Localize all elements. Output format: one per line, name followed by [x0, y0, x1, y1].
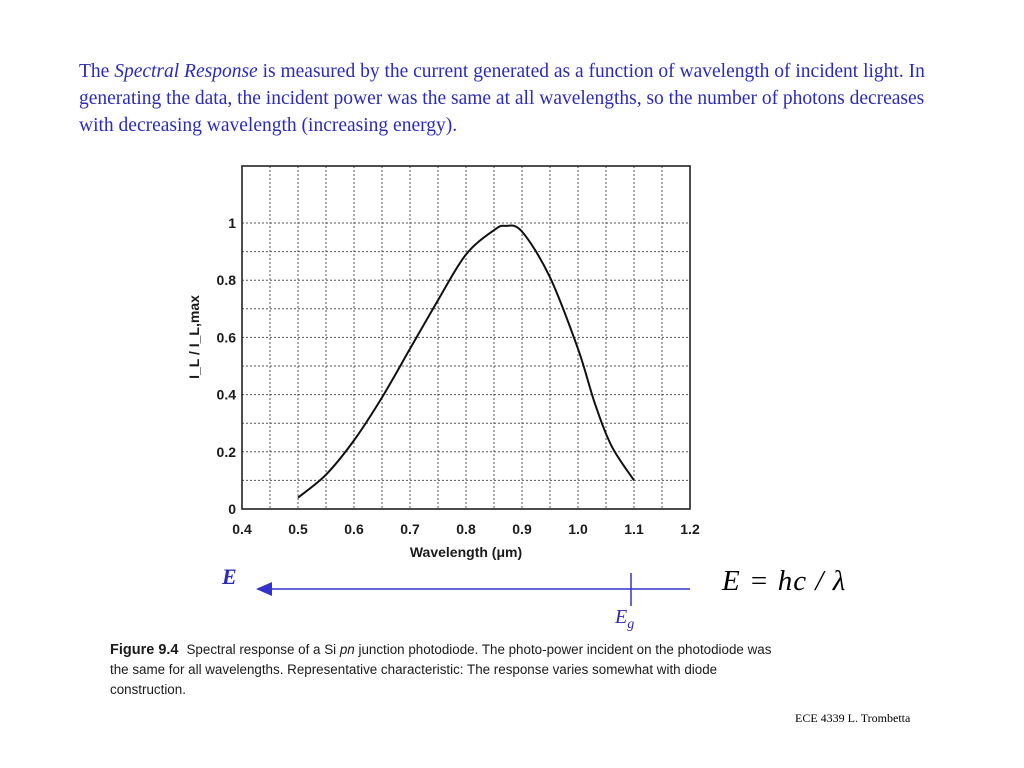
x-tick-label: 0.6	[344, 521, 364, 537]
x-axis-label: Wavelength (μm)	[409, 544, 523, 560]
intro-part1: The	[79, 61, 115, 82]
energy-arrow-head	[256, 582, 272, 596]
figure-caption	[110, 640, 775, 700]
caption-text2: junction photodiode. The photo-power incident on the photodiode was the same for all wavelengths. Representative characteristic: The response varies somewhat with diode construction.	[110, 642, 772, 697]
y-tick-labels	[217, 215, 237, 517]
photon-energy-formula: E = hc / λ	[722, 565, 847, 597]
x-tick-label: 0.9	[512, 521, 532, 537]
energy-axis-label: E	[222, 564, 237, 589]
caption-text1: Spectral response of a Si	[186, 642, 340, 657]
x-tick-label: 0.7	[400, 521, 420, 537]
y-tick-label: 0.8	[216, 272, 236, 289]
y-axis-label: I_L / I_L,max	[186, 295, 202, 379]
band-gap-label	[615, 606, 634, 633]
x-tick-label: 1.0	[568, 521, 588, 537]
y-tick-label: 0.4	[216, 386, 236, 403]
y-tick-label: 0.6	[216, 329, 236, 346]
intro-emphasis: Spectral Response	[114, 61, 258, 82]
footer-credit: ECE 4339 L. Trombetta	[795, 711, 911, 725]
x-tick-label: 1.2	[680, 521, 700, 537]
band-gap-subscript: g	[627, 617, 635, 632]
chart-grid	[242, 166, 690, 509]
caption-pn: pn	[339, 642, 355, 657]
y-tick-label: 0	[228, 501, 236, 517]
x-tick-label: 1.1	[624, 521, 644, 537]
x-tick-label: 0.5	[288, 521, 308, 537]
y-tick-label: 1	[228, 215, 236, 231]
y-tick-label: 0.2	[216, 443, 236, 460]
intro-part2: is measured by the current generated as a function of wavelength of incident light. In generating the data, the incident power was the same at all wavelengths, so the number of photons decreases with decreasing wavelength (increasing energy).	[79, 61, 925, 136]
x-tick-label: 0.4	[232, 521, 252, 537]
x-tick-labels	[232, 521, 700, 537]
x-tick-label: 0.8	[456, 521, 476, 537]
band-gap-symbol: E	[615, 606, 628, 628]
figure-number: Figure 9.4	[110, 642, 179, 658]
